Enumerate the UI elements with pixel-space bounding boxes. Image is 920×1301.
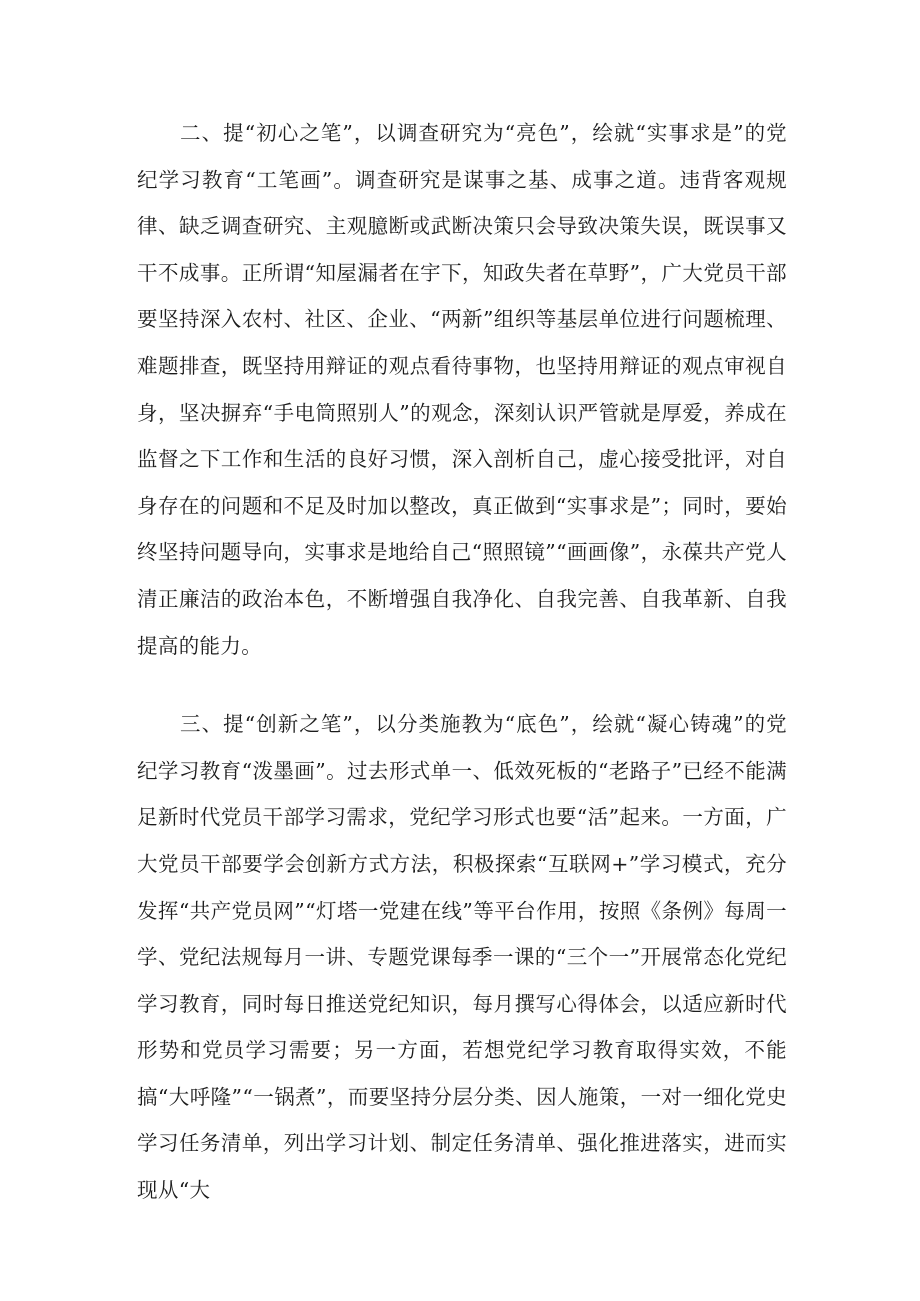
document-body <box>137 110 787 1214</box>
paragraph-section-three: 三、提“创新之笔”，以分类施教为“底色”，绘就“凝心铸魂”的党纪学习教育“泼墨画”。过去形式单一、低效死板的“老路子”已经不能满足新时代党员干部学习需求，党纪学习形式也要“活”起来。一方面，广大党员干部要学会创新方式方法，积极探索“互联网+”学习模式，充分发挥“共产党员网”“灯塔一党建在线”等平台作用，按照《条例》每周一学、党纪法规每月一讲、专题党课每季一课的“三个一”开展常态化党纪学习教育，同时每日推送党纪知识，每月撰写心得体会，以适应新时代形势和党员学习需要；另一方面，若想党纪学习教育取得实效，不能搞“大呼隆”“一锅煮”，而要坚持分层分类、因人施策，一对一细化党史学习任务清单，列出学习计划、制定任务清单、强化推进落实，进而实现从“大 <box>137 712 787 1203</box>
paragraph-section-two: 二、提“初心之笔”，以调查研究为“亮色”，绘就“实事求是”的党纪学习教育“工笔画”。调查研究是谋事之基、成事之道。违背客观规律、缺乏调查研究、主观臆断或武断决策只会导致决策失误，既误事又干不成事。正所谓“知屋漏者在宇下，知政失者在草野”，广大党员干部要坚持深入农村、社区、企业、“两新”组织等基层单位进行问题梳理、难题排查，既坚持用辩证的观点看待事物，也坚持用辩证的观点审视自身，坚决摒弃“手电筒照别人”的观念，深刻认识严管就是厚爱，养成在监督之下工作和生活的良好习惯，深入剖析自己，虚心接受批评，对自身存在的问题和不足及时加以整改，真正做到“实事求是”；同时，要始终坚持问题导向，实事求是地给自己“照照镜”“画画像”，永葆共产党人清正廉洁的政治本色，不断增强自我净化、自我完善、自我革新、自我提高的能力。 <box>137 121 787 658</box>
